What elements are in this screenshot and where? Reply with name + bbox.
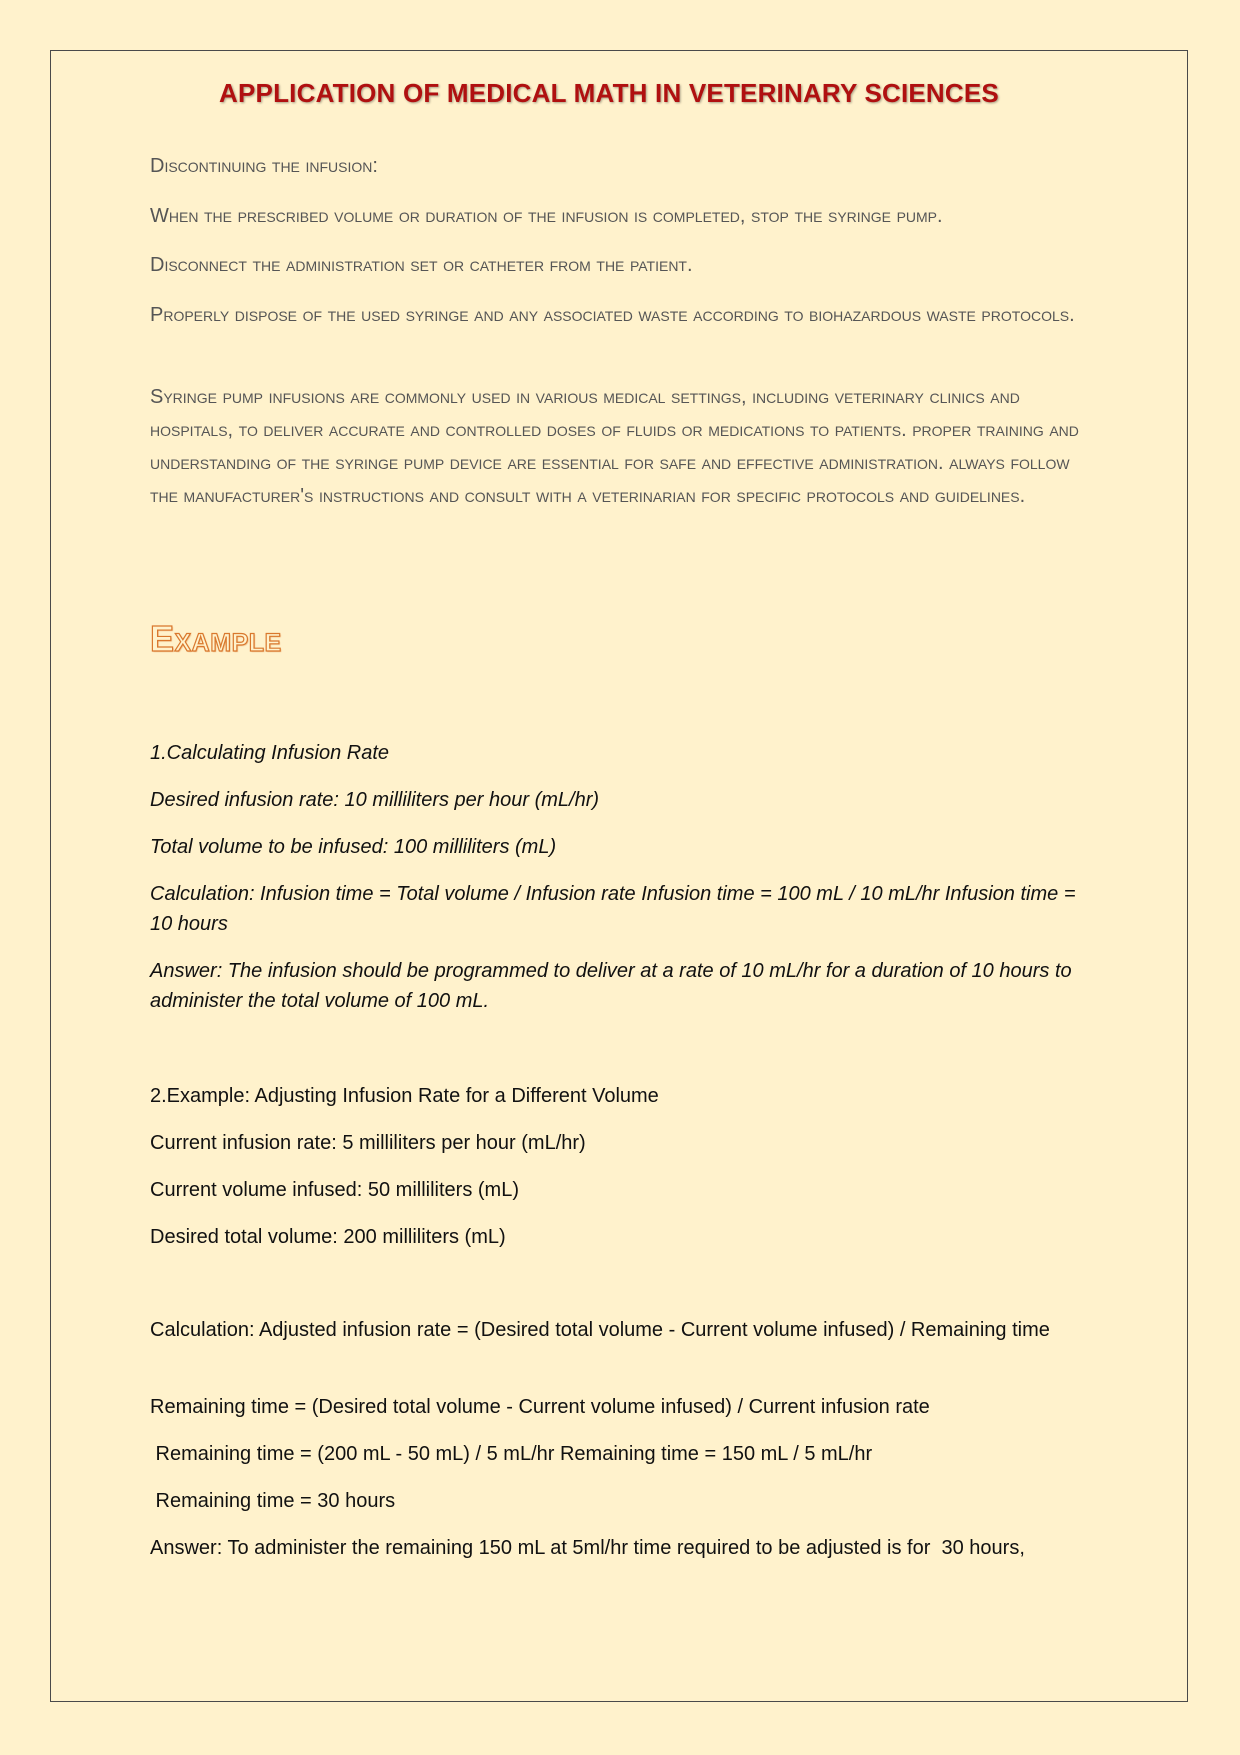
example1-line: Total volume to be infused: 100 milliliters (mL) xyxy=(150,836,557,858)
example2-answer: Answer: To administer the remaining 150 mL at 5ml/hr time required to be adjusted is for 30 hours, xyxy=(150,1537,1025,1559)
example1-answer: Answer: The infusion should be programmed to deliver at a rate of 10 mL/hr for a duration of 10 hours to administer the total volume of 100 mL. xyxy=(150,960,1072,1012)
example2-title: 2.Example: Adjusting Infusion Rate for a Different Volume xyxy=(150,1085,659,1107)
example2-line: Current volume infused: 50 milliliters (mL) xyxy=(150,1179,520,1201)
example2-line: Remaining time = (200 mL - 50 mL) / 5 mL/hr Remaining time = 150 mL / 5 mL/hr xyxy=(150,1443,873,1465)
example2-line: Current infusion rate: 5 milliliters per hour (mL/hr) xyxy=(150,1132,586,1154)
example2-line: Calculation: Adjusted infusion rate = (Desired total volume - Current volume infused) / Remaining time xyxy=(150,1319,1050,1341)
example1-line: Calculation: Infusion time = Total volume / Infusion rate Infusion time = 100 mL / 10 mL/hr Infusion time = 10 hours xyxy=(150,883,1076,935)
intro-paragraph: Properly dispose of the used syringe and any associated waste according to biohazardous waste protocols. xyxy=(150,304,1075,326)
example1-title: 1.Calculating Infusion Rate xyxy=(150,742,390,764)
intro-heading: Discontinuing the infusion: xyxy=(150,155,378,177)
example2-line: Remaining time = (Desired total volume - Current volume infused) / Current infusion rate xyxy=(150,1396,930,1418)
intro-paragraph: Syringe pump infusions are commonly used in various medical settings, including veterinary clinics and hospitals, to deliver accurate and controlled doses of fluids or medications to patients. proper training and understanding of the syringe pump device are essential for safe and effective administration. always follow the manufacturer's instructions and consult with a veterinarian for specific protocols and guidelines. xyxy=(150,386,1079,507)
example2-line: Desired total volume: 200 milliliters (mL) xyxy=(150,1226,506,1248)
example1-line: Desired infusion rate: 10 milliliters per hour (mL/hr) xyxy=(150,789,600,811)
intro-paragraph: Disconnect the administration set or catheter from the patient. xyxy=(150,254,693,276)
page-title: APPLICATION OF MEDICAL MATH IN VETERINARY SCIENCES xyxy=(219,78,999,108)
example2-line: Remaining time = 30 hours xyxy=(150,1490,396,1512)
intro-paragraph: When the prescribed volume or duration of the infusion is completed, stop the syringe pump. xyxy=(150,205,943,227)
example-heading: Example xyxy=(150,618,282,659)
